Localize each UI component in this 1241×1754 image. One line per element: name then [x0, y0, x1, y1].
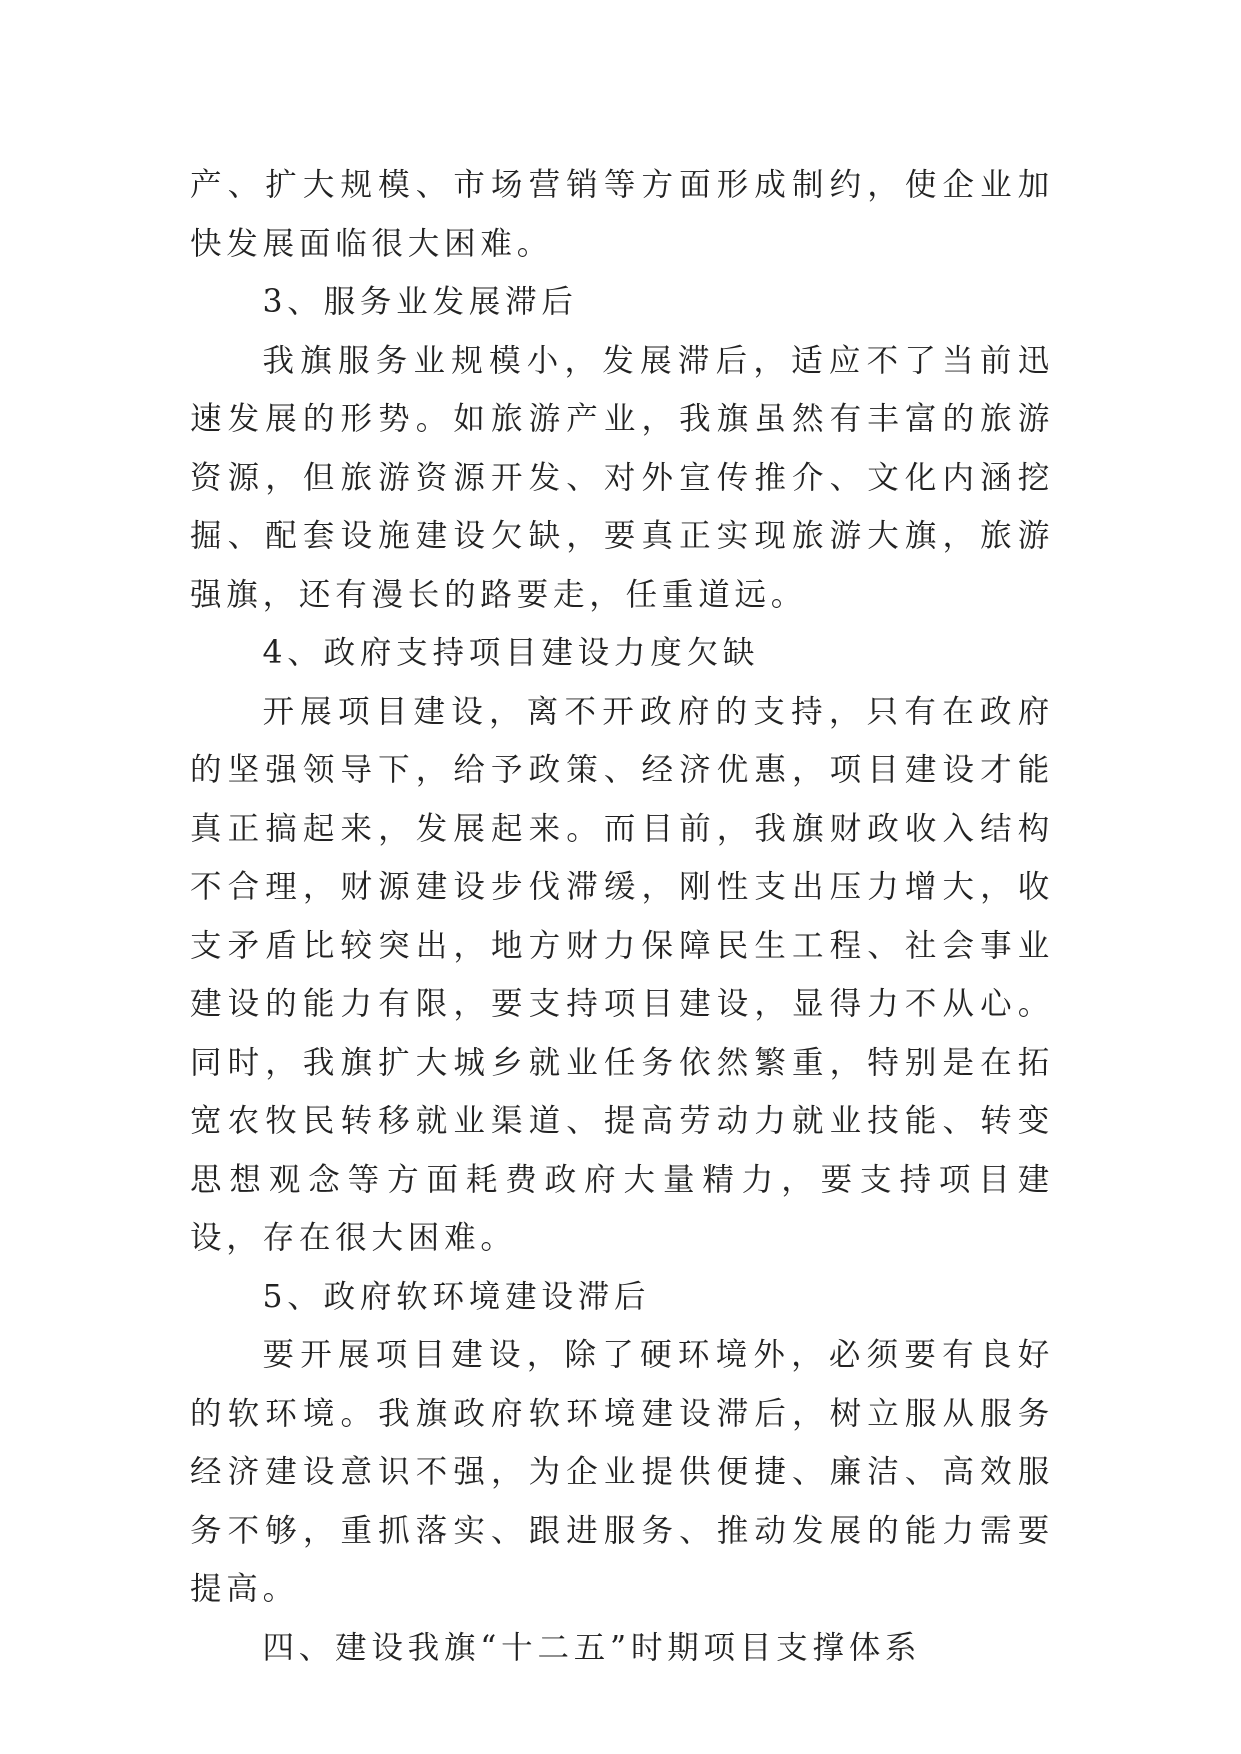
paragraph-soft-environment: 要开展项目建设，除了硬环境外，必须要有良好的软环境。我旗政府软环境建设滞后，树立服从服务经济建设意识不强，为企业提供便捷、廉洁、高效服务不够，重抓落实、跟进服务、推动发展的能力需要提高。 [190, 1337, 1054, 1607]
section-heading-3: 3、服务业发展滞后 [262, 284, 578, 320]
section-heading-5: 5、政府软环境建设滞后 [262, 1278, 651, 1315]
paragraph-government-support: 开展项目建设，离不开政府的支持，只有在政府的坚强领导下，给予政策、经济优惠，项目建设才能真正搞起来，发展起来。而目前，我旗财政收入结构不合理，财源建设步伐滞缓，刚性支出压力增大，收支矛盾比较突出，地方财力保障民生工程、社会事业建设的能力有限，要支持项目建设，显得力不从心。同时，我旗扩大城乡就业任务依然繁重，特别是在拓宽农牧民转移就业渠道、提高劳动力就业技能、转变思想观念等方面耗费政府大量精力，要支持项目建设，存在很大困难。 [190, 693, 1054, 1256]
document-body [190, 156, 1054, 1677]
section-heading-4: 4、政府支持项目建设力度欠缺 [262, 635, 760, 671]
chapter-heading-4: 四、建设我旗“十二五”时期项目支撑体系 [262, 1629, 922, 1666]
paragraph-service-industry: 我旗服务业规模小，发展滞后，适应不了当前迅速发展的形势。如旅游产业，我旗虽然有丰富的旅游资源，但旅游资源开发、对外宣传推介、文化内涵挖掘、配套设施建设欠缺，要真正实现旅游大旗，旅游强旗，还有漫长的路要走，任重道远。 [190, 342, 1054, 613]
paragraph-continuation: 产、扩大规模、市场营销等方面形成制约，使企业加快发展面临很大困难。 [190, 167, 1054, 262]
